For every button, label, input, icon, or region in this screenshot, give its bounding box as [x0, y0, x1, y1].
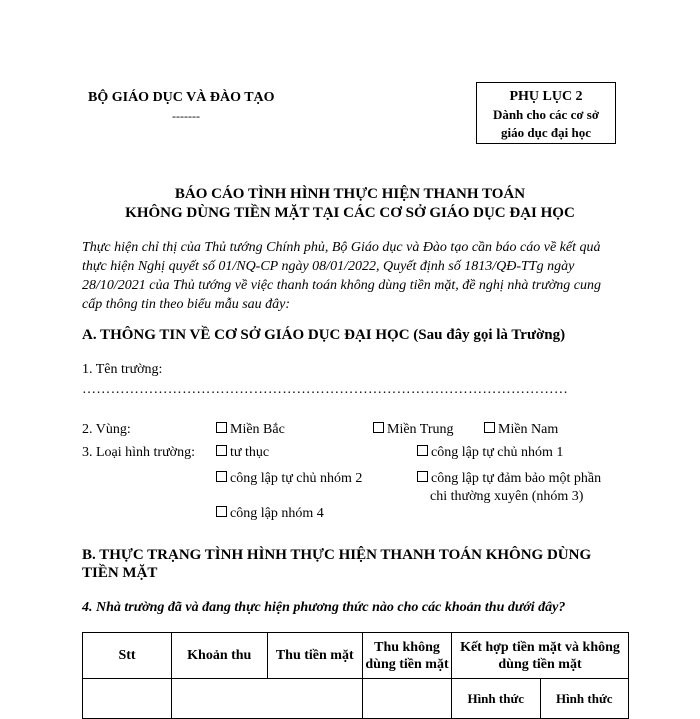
region-option-south[interactable]: Miền Nam [484, 422, 558, 438]
appendix-title: PHỤ LỤC 2 [509, 89, 583, 104]
checkbox-icon[interactable] [484, 422, 495, 433]
row-cell[interactable] [83, 679, 172, 719]
ministry-name: BỘ GIÁO DỤC VÀ ĐÀO TẠO [88, 90, 275, 105]
type-option-public-group-3-cont: chi thường xuyên (nhóm 3) [430, 489, 584, 504]
region-option-central[interactable]: Miền Trung [373, 422, 454, 438]
checkbox-icon[interactable] [417, 471, 428, 482]
header-item: Khoản thu [172, 633, 268, 679]
header-stt: Stt [83, 633, 172, 679]
checkbox-icon[interactable] [373, 422, 384, 433]
header-combined: Kết hợp tiền mặt và không dùng tiền mặt [452, 633, 629, 679]
section-b-heading: B. THỰC TRẠNG TÌNH HÌNH THỰC HIỆN THANH TOÁN KHÔNG DÙNG TIỀN MẶT [82, 547, 592, 581]
region-option-north[interactable]: Miền Bắc [216, 422, 285, 438]
report-title-line-2: KHÔNG DÙNG TIỀN MẶT TẠI CÁC CƠ SỞ GIÁO DỤC ĐẠI HỌC [125, 205, 575, 221]
type-option-public-group-2[interactable]: công lập tự chủ nhóm 2 [216, 471, 362, 487]
appendix-box [476, 82, 616, 144]
intro-paragraph: Thực hiện chỉ thị của Thủ tướng Chính phủ, Bộ Giáo dục và Đào tạo cần báo cáo về kết quả thực hiện Nghị quyết số 01/NQ-CP ngày 08/01/2022, Quyết định số 1813/QĐ-TTg ngày 28/10/2021 của Thủ tướng về việc thanh toán không dùng tiền mặt, đề nghị nhà trường cung cấp thông tin theo biểu mẫu sau đây: [82, 240, 601, 312]
appendix-line-2: giáo dục đại học [501, 125, 591, 140]
section-a-heading: A. THÔNG TIN VỀ CƠ SỞ GIÁO DỤC ĐẠI HỌC (Sau đây gọi là Trường) [82, 327, 566, 343]
revenue-method-table [82, 632, 629, 719]
school-name-label: 1. Tên trường: [82, 362, 163, 377]
checkbox-icon[interactable] [216, 506, 227, 517]
checkbox-icon[interactable] [216, 422, 227, 433]
type-option-public-group-3[interactable]: công lập tự đảm bảo một phần [417, 471, 601, 487]
report-title-line-1: BÁO CÁO TÌNH HÌNH THỰC HIỆN THANH TOÁN [174, 186, 526, 202]
subheader-form-b: Hình thức [540, 679, 629, 719]
header-noncash: Thu không dùng tiền mặt [363, 633, 452, 679]
checkbox-icon[interactable] [216, 445, 227, 456]
question-4: 4. Nhà trường đã và đang thực hiện phương thức nào cho các khoản thu dưới đây? [82, 600, 566, 615]
checkbox-icon[interactable] [216, 471, 227, 482]
row-cell[interactable] [363, 679, 452, 719]
row-cell[interactable] [172, 679, 363, 719]
appendix-line-1: Dành cho các cơ sở [492, 107, 600, 122]
school-type-label: 3. Loại hình trường: [82, 445, 195, 460]
region-label: 2. Vùng: [82, 422, 131, 437]
ministry-divider: ------- [172, 109, 200, 123]
type-option-public-group-1[interactable]: công lập tự chủ nhóm 1 [417, 445, 563, 461]
type-option-public-group-4[interactable]: công lập nhóm 4 [216, 506, 324, 522]
checkbox-icon[interactable] [417, 445, 428, 456]
header-cash: Thu tiền mặt [267, 633, 363, 679]
school-name-field[interactable]: ………………………………………………………………………………………… [82, 382, 569, 397]
subheader-form-a: Hình thức [452, 679, 541, 719]
type-option-private[interactable]: tư thục [216, 445, 269, 461]
